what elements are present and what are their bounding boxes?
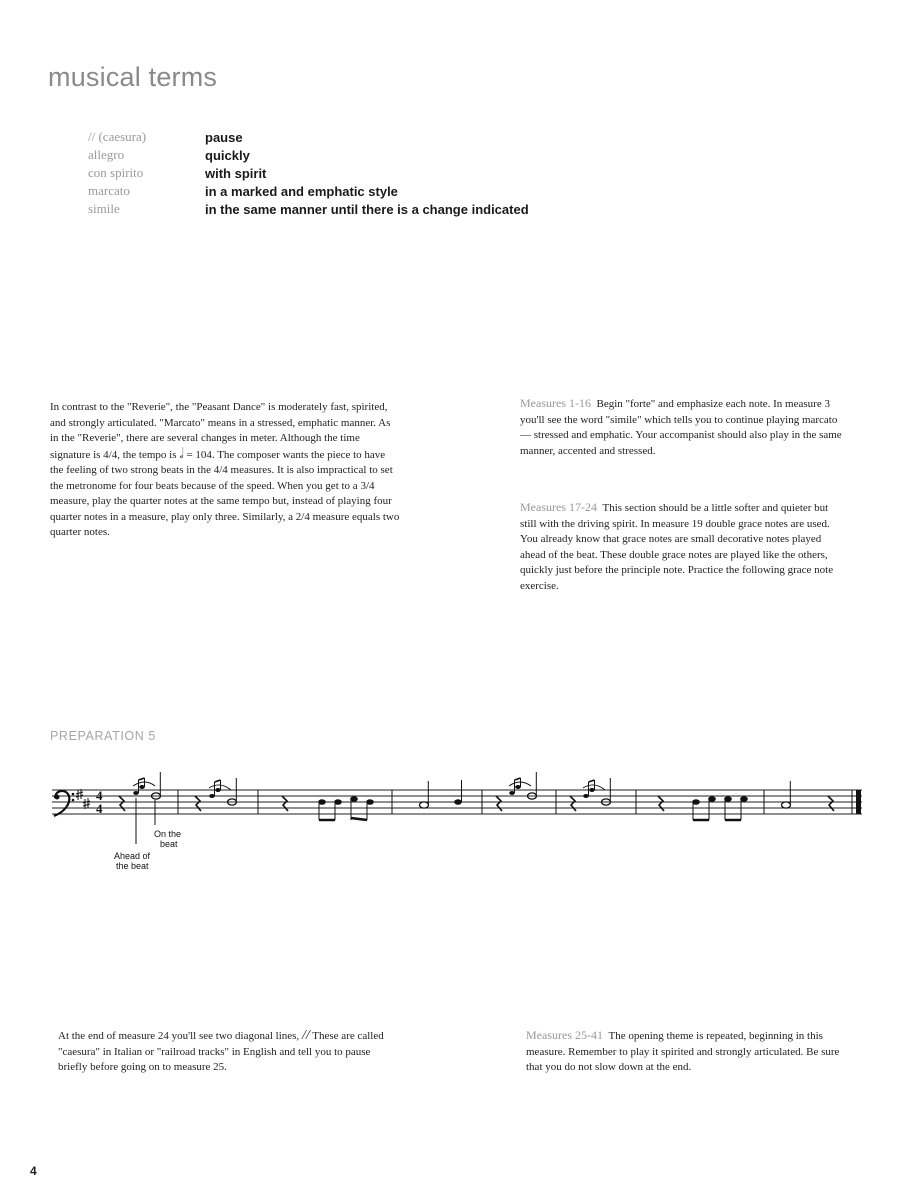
term-row: [88, 146, 529, 164]
ahead-label: the beat: [116, 861, 149, 871]
measures-17-24-paragraph: [520, 500, 840, 594]
on-beat-label: On the: [154, 829, 182, 839]
measures-25-41-paragraph: [526, 1028, 846, 1076]
section-label: Measures 1-16: [520, 396, 591, 410]
measure-3: [282, 790, 392, 820]
term-name: con spirito: [88, 165, 144, 180]
measure-7: [658, 790, 764, 820]
term-name: simile: [88, 201, 120, 216]
time-signature-icon: [96, 788, 103, 816]
term-definition: in the same manner until there is a change indicated: [205, 201, 529, 217]
section-text: Begin "forte" and emphasize each note. In measure 3 you'll see the word "simile" which tells you to continue playing marcato — stressed and emphatic. Your accompanist should also play in the same manner, accented and stressed.: [520, 398, 842, 457]
svg-text:4: 4: [96, 788, 103, 803]
term-name: marcato: [88, 183, 130, 198]
section-label: Measures 25-41: [526, 1028, 603, 1042]
grace-note: [139, 785, 145, 789]
preparation-label: PREPARATION 5: [50, 729, 156, 743]
caesura-paragraph: [58, 1028, 388, 1076]
terms-list: [88, 128, 529, 218]
measure-4: [420, 780, 483, 814]
term-definition: in a marked and emphatic style: [205, 183, 398, 199]
measures-1-16-paragraph: [520, 396, 850, 459]
quarter-rest-icon: [119, 796, 125, 811]
term-name: allegro: [88, 147, 125, 162]
term-definition: with spirit: [205, 165, 267, 181]
caesura-icon: //: [301, 1028, 310, 1043]
term-definition: quickly: [205, 147, 250, 163]
term-row: [88, 200, 529, 218]
section-text: The opening theme is repeated, beginning in this measure. Remember to play it spirited and strongly articulated. Be sure that you do not slow down at the end.: [526, 1030, 840, 1073]
measure-8: [782, 781, 862, 814]
page-number: 4: [30, 1164, 37, 1178]
term-name: // (caesura): [88, 129, 147, 144]
intro-text-1: In contrast to the "Reverie", the "Peasant Dance" is moderately fast, spirited, and strongly articulated. "Marcato" means in a stressed, emphatic manner. As in the "Reverie", there are several changes in meter. Although the time signature is 4/4, the tempo is: [50, 401, 391, 461]
music-staff: [0, 760, 900, 890]
intro-paragraph: [50, 400, 400, 541]
caesura-text-1: At the end of measure 24 you'll see two diagonal lines,: [58, 1030, 302, 1042]
section-text: This section should be a little softer and quieter but still with the driving spirit. In measure 19 double grace notes are used. You already know that grace notes are small decorative notes played ahead of the beat. These double grace notes are played like the others, quickly just before the principle note. Practice the following grace note exercise.: [520, 502, 834, 592]
caesura-text-2: These are called "caesura" in Italian or "railroad tracks" in English and tell you to pause briefly before going on to measure 25.: [58, 1030, 384, 1073]
bass-clef-icon: [54, 791, 74, 816]
section-label: Measures 17-24: [520, 500, 597, 514]
on-beat-label: beat: [160, 839, 178, 849]
term-definition: pause: [205, 129, 243, 145]
key-signature-icon: [76, 789, 90, 809]
intro-text-2: = 104. The composer wants the piece to have the feeling of two strong beats in the 4/4 measures. It is also impractical to set the metronome for four beats because of the speed. When you get to a 3/4 measure, play the quarter notes at the same tempo but, instead of playing four quarter notes in a measure, play only three. Similarly, a 2/4 measure equals two quarter notes.: [50, 448, 400, 538]
term-row: [88, 128, 529, 146]
final-barline: [856, 790, 861, 814]
half-note-icon: 𝅗𝅥: [179, 445, 184, 462]
term-row: [88, 182, 529, 200]
grace-note: [133, 791, 139, 795]
ahead-label: Ahead of: [114, 851, 151, 861]
svg-text:4: 4: [96, 801, 103, 816]
term-row: [88, 164, 529, 182]
page-title: musical terms: [48, 62, 218, 92]
